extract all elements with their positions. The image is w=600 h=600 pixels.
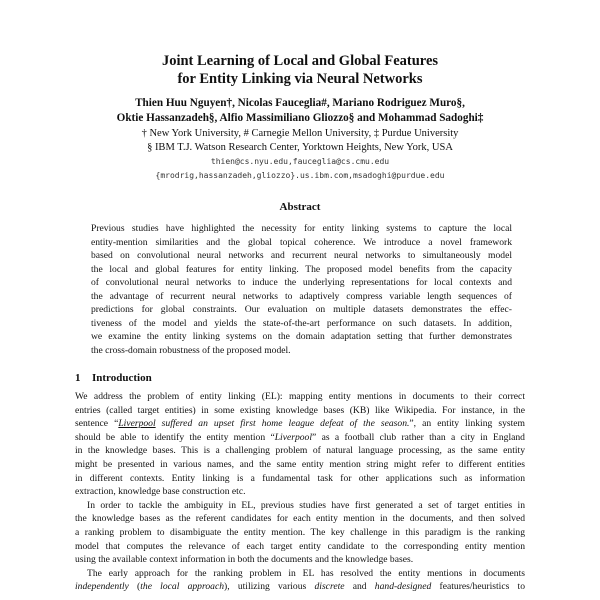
body-line: in different contexts. Entity linking is a fundamental task for other applications such as information <box>75 472 525 484</box>
body-line: independently (the local approach), utilizing various discrete and hand-designed features/heuristics to <box>75 581 525 593</box>
abstract-line: the local and global features for entity linking. The proposed model benefits from the capacity <box>91 263 512 275</box>
abstract-body <box>91 222 512 357</box>
section-heading-introduction <box>75 372 152 384</box>
abstract-line: the advantage of recurrent neural networks to adaptively compress variable length sequences of <box>91 290 512 302</box>
body-line: entries (called target entities) in some existing knowledge bases (KB) like Wikipedia. For instance, in the <box>75 404 525 416</box>
abstract-line: entity-mention similarities and the global topical coherence. We introduce a novel framework <box>91 236 512 248</box>
abstract-line: Previous studies have highlighted the necessity for entity linking systems to capture the local <box>91 223 512 234</box>
body-line: extraction, knowledge base construction etc. <box>75 486 246 498</box>
email-line-2: {mrodrig,hassanzadeh,gliozzo}.us.ibm.com,msadoghi@purdue.edu <box>155 171 445 180</box>
example-sentence: suffered an upset first home league defeat of the season. <box>155 418 410 430</box>
entity-mention: Liverpool <box>274 431 313 443</box>
affiliations <box>0 127 600 155</box>
abstract-line: of convolutional neural networks to induce the underlying representations for local contexts and <box>91 277 512 288</box>
body-line: using the available context information in both the documents and the knowledge bases. <box>75 554 414 566</box>
abstract-heading: Abstract <box>279 201 321 213</box>
abstract-line: based on convolutional neural networks and recurrent neural networks to simultaneously model <box>91 250 512 261</box>
affiliation-line-2: § IBM T.J. Watson Research Center, Yorktown Heights, New York, USA <box>147 142 453 153</box>
section-number: 1 <box>75 372 81 384</box>
body-line: In order to tackle the ambiguity in EL, previous studies have first generated a set of target entities in <box>87 499 525 511</box>
author-emails <box>0 155 600 183</box>
title-line-1: Joint Learning of Local and Global Features <box>161 53 439 69</box>
email-line-1: thien@cs.nyu.edu,fauceglia@cs.cmu.edu <box>210 157 390 166</box>
body-line: a ranking problem to disambiguate the entity mention. The key challenge in this paradigm is the ranking <box>75 526 525 538</box>
body-line: might be presented in various names, and the same entity mention string might refer to different entities <box>75 458 525 470</box>
example-mention: Liverpool <box>118 418 156 430</box>
title-line-2: for Entity Linking via Neural Networks <box>177 71 423 87</box>
body-line: We address the problem of entity linking (EL): mapping entity mentions in documents to their correct <box>75 391 525 402</box>
abstract-line: predictions for global constraints. Our evaluation on multiple datasets demonstrates the effec- <box>91 304 512 315</box>
body-line: should be able to identify the entity mention “Liverpool” as a football club rather than a city in England <box>75 431 525 443</box>
authors-line-1: Thien Huu Nguyen†, Nicolas Fauceglia#, Mariano Rodriguez Muro§, <box>135 97 465 109</box>
body-line: sentence “Liverpool suffered an upset first home league defeat of the season.”, an entity linking system <box>75 418 525 430</box>
paper-title <box>0 52 600 88</box>
body-line: model that computes the relevance of each target entity candidate to the corresponding entity mention <box>75 540 525 552</box>
abstract-line: tiveness of the model and yields the state-of-the-art performance on such datasets. In addition, <box>91 317 512 329</box>
author-list <box>0 96 600 126</box>
body-line: in the knowledge bases. This is a challenging problem of natural language processing, as the same entity <box>75 445 525 457</box>
section-title: Introduction <box>92 372 152 384</box>
affiliation-line-1: † New York University, # Carnegie Mellon University, ‡ Purdue University <box>141 128 459 139</box>
introduction-body <box>75 390 525 594</box>
abstract-line: we examine the entity linking systems on the domain adaptation setting that further demonstrates <box>91 331 512 342</box>
authors-line-2: Oktie Hassanzadeh§, Alfio Massimiliano Gliozzo§ and Mohammad Sadoghi‡ <box>116 112 484 124</box>
abstract-line: the cross-domain robustness of the proposed model. <box>91 344 291 356</box>
body-line: The early approach for the ranking problem in EL has resolved the entity mentions in documents <box>87 567 525 579</box>
body-line: the knowledge bases as the referent candidates for each entity mention in the documents, and then solved <box>75 513 525 525</box>
